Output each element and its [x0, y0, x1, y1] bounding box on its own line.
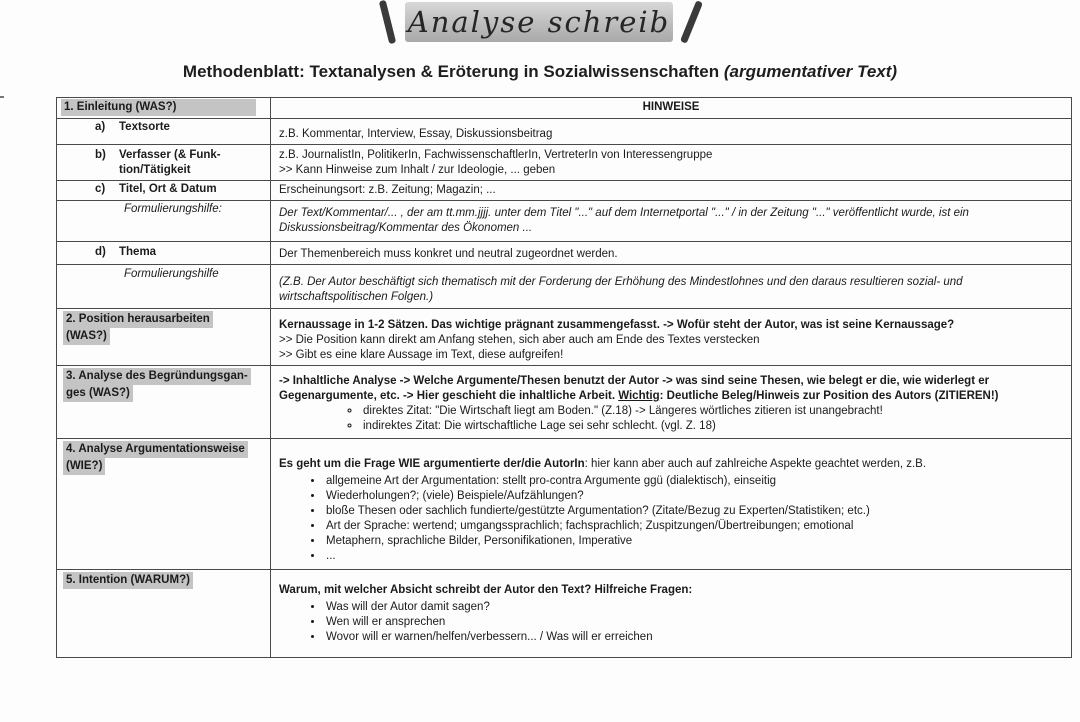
row-label-formulierungshilfe-2: Formulierungshilfe — [57, 265, 271, 309]
table-row-position — [57, 309, 1072, 366]
section-3-label: 3. Analyse des Begründungsgan- ges (WAS?) — [57, 366, 271, 439]
row-text-thema: Der Themenbereich muss konkret und neutral zugeordnet werden. — [271, 242, 1072, 265]
table-header-row — [57, 98, 1072, 119]
list-item: • allgemeine Art der Argumentation: stellt pro-contra Argumente ggü (dialektisch), einseitig — [324, 474, 1071, 489]
section-2-text: Kernaussage in 1-2 Sätzen. Das wichtige prägnant zusammengefasst. -> Wofür steht der Autor, was ist seine Kernaussage? >> Die Position kann direkt am Anfang stehen, sich aber auch am Ende des Textes verstecken >> Gibt es eine klare Aussage im Text, diese aufgreifen! — [271, 309, 1072, 366]
header-banner — [370, 0, 720, 50]
list-item: • Wen will er ansprechen — [324, 615, 1071, 630]
page-title — [0, 62, 1080, 82]
row-text-titel: Erscheinungsort: z.B. Zeitung; Magazin; ... — [271, 181, 1072, 201]
intention-list — [279, 600, 1071, 645]
list-item: • Was will der Autor damit sagen? — [324, 600, 1071, 615]
list-item: ◦ direktes Zitat: "Die Wirtschaft liegt am Boden." (Z.18) -> Längeres wörtliches zitieren ist unangebracht! — [361, 404, 1071, 419]
page-title-suffix: (argumentativer Text) — [719, 62, 898, 81]
section-5-label: 5. Intention (WARUM?) — [57, 570, 271, 658]
table-row-intention — [57, 570, 1072, 658]
list-item: • Metaphern, sprachliche Bilder, Personifikationen, Imperative — [324, 534, 1071, 549]
row-label-textsorte: a) Textsorte — [57, 119, 271, 145]
argumentation-list — [279, 474, 1071, 564]
page-title-main: Methodenblatt: Textanalysen & Eröterung in Sozialwissenschaften — [182, 62, 720, 81]
list-item: • Wiederholungen?; (viele) Beispiele/Aufzählungen? — [324, 489, 1071, 504]
table-row-verfasser — [57, 145, 1072, 181]
row-text-formulierungshilfe-1: Der Text/Kommentar/... , der am tt.mm.jjjj. unter dem Titel "..." auf dem Internetportal "..." / in der Zeitung "..." veröffentlicht wurde, ist ein Diskussionsbeitrag/Kommentar des Ökonomen ... — [271, 201, 1072, 242]
section-5-text: Warum, mit welcher Absicht schreibt der Autor den Text? Hilfreiche Fragen: • Was will der Autor damit sagen? • Wen will er ansprechen • Wovor will er warnen/helfen/verbessern... / Was will er erreichen — [271, 570, 1072, 658]
row-text-verfasser: z.B. JournalistIn, PolitikerIn, FachwissenschaftlerIn, VertreterIn von Interessengruppe >> Kann Hinweise zum Inhalt / zur Ideologie, ... geben — [271, 145, 1072, 181]
row-label-titel: c) Titel, Ort & Datum — [57, 181, 271, 201]
list-item: • ... — [324, 549, 1071, 564]
pin-right-icon — [680, 0, 703, 43]
table-row-formulierung-titel — [57, 201, 1072, 242]
list-item: • bloße Thesen oder sachlich fundierte/gestützte Argumentation? (Zitate/Bezug zu Experten/Statistiken; etc.) — [324, 504, 1071, 519]
table-row-begruendung — [57, 366, 1072, 439]
section-1-label: 1. Einleitung (WAS?) — [61, 99, 256, 116]
section-4-text: Es geht um die Frage WIE argumentierte der/die AutorIn: hier kann aber auch auf zahlreiche Aspekte geachtet werden, z.B. • allgemeine Art der Argumentation: stellt pro-contra Argumente ggü (dialektisch), einseitig • Wiederholungen?; (viele) Beispiele/Aufzählungen? • bloße Thesen oder sachlich fundierte/gestützte Argumentation? (Zitate/Bezug zu Experten/Statistiken; etc.) • Art der Sprache: wertend; umgangssprachlich; fachsprachlich; Zuspitzungen/Übertreibungen; emotional • Metaphern, sprachliche Bilder, Personifikationen, Imperative • ... — [271, 439, 1072, 570]
pin-left-icon — [379, 0, 396, 44]
section-3-text: -> Inhaltliche Analyse -> Welche Argumente/Thesen benutzt der Autor -> was sind seine Thesen, wie belegt er die, wie widerlegt er Gegenargumente, etc. -> Hier geschieht die inhaltliche Arbeit. Wichtig: Deutliche Beleg/Hinweis zur Position des Autors (ZITIEREN!) ◦ direktes Zitat: "Die Wirtschaft liegt am Boden." (Z.18) -> Längeres wörtliches zitieren ist unangebracht! ◦ indirektes Zitat: Die wirtschaftliche Lage sei sehr schlecht. (vgl. Z. 18) — [271, 366, 1072, 439]
list-item: ◦ indirektes Zitat: Die wirtschaftliche Lage sei sehr schlecht. (vgl. Z. 18) — [361, 419, 1071, 434]
quote-list — [279, 404, 1071, 434]
table-row-thema — [57, 242, 1072, 265]
list-item: • Wovor will er warnen/helfen/verbessern... / Was will er erreichen — [324, 630, 1071, 645]
row-label-formulierungshilfe-1: Formulierungshilfe: — [57, 201, 271, 242]
banner-tape — [405, 2, 673, 42]
section-4-label: 4. Analyse Argumentationsweise (WIE?) — [57, 439, 271, 570]
table-row-formulierung-thema — [57, 265, 1072, 309]
section-1-header-cell — [57, 98, 271, 119]
margin-mark — [0, 96, 4, 98]
hinweise-header: HINWEISE — [271, 98, 1072, 119]
method-table — [56, 97, 1072, 658]
row-label-thema: d) Thema — [57, 242, 271, 265]
row-label-verfasser: b) Verfasser (& Funk- tion/Tätigkeit — [57, 145, 271, 181]
table-row-argumentation — [57, 439, 1072, 570]
table-row-titel — [57, 181, 1072, 201]
row-text-formulierungshilfe-2: (Z.B. Der Autor beschäftigt sich thematisch mit der Forderung der Erhöhung des Mindestlohnes und den daraus resultieren sozial- und wirtschaftspolitischen Folgen.) — [271, 265, 1072, 309]
table-row-textsorte — [57, 119, 1072, 145]
banner-text: Analyse schreib — [407, 5, 671, 39]
row-text-textsorte: z.B. Kommentar, Interview, Essay, Diskussionsbeitrag — [271, 119, 1072, 145]
section-2-label: 2. Position herausarbeiten (WAS?) — [57, 309, 271, 366]
list-item: • Art der Sprache: wertend; umgangssprachlich; fachsprachlich; Zuspitzungen/Übertreibungen; emotional — [324, 519, 1071, 534]
